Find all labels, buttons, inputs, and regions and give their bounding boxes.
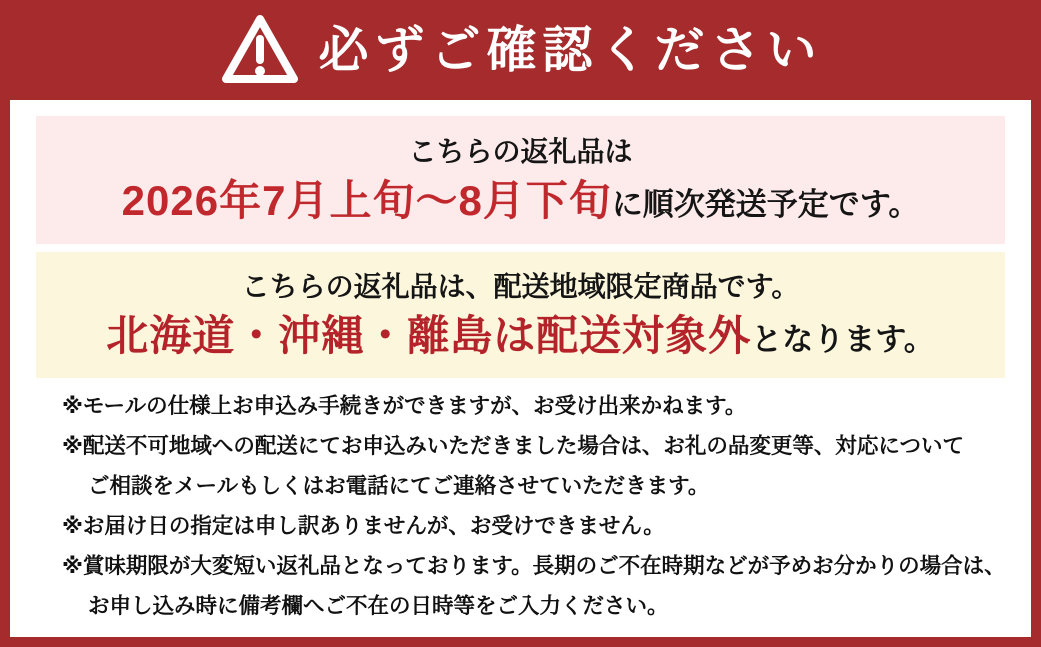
header bbox=[0, 0, 1041, 100]
note-line: ※モールの仕様上お申込み手続きができますが、お受け出来かねます。 bbox=[62, 394, 747, 418]
shipping-period-highlight: 2026年7月上旬～8月下旬 bbox=[121, 177, 612, 224]
shipping-schedule-notice bbox=[36, 116, 1005, 244]
warning-triangle-icon bbox=[219, 12, 301, 88]
shipping-notice-intro: こちらの返礼品は bbox=[408, 136, 633, 167]
note-line: ※お届け日の指定は申し訳ありませんが、お受けできません。 bbox=[62, 514, 665, 538]
notes-list bbox=[62, 386, 1006, 626]
note-line: ※配送不可地域への配送にてお申込みいただきました場合は、お礼の品変更等、対応について bbox=[62, 434, 964, 458]
delivery-region-notice bbox=[36, 252, 1005, 378]
shipping-notice-suffix: に順次発送予定です。 bbox=[611, 187, 920, 222]
note-line-continuation: ご相談をメールもしくはお電話にてご連絡させていただきます。 bbox=[88, 474, 710, 498]
region-notice-intro: こちらの返礼品は、配送地域限定商品です。 bbox=[241, 271, 800, 302]
note-line-continuation: お申し込み時に備考欄へご不在の日時等をご入力ください。 bbox=[88, 594, 669, 618]
excluded-regions-highlight: 北海道・沖縄・離島は配送対象外 bbox=[106, 312, 752, 359]
page-title: 必ずご確認ください bbox=[318, 22, 823, 78]
shipping-notice-main bbox=[121, 177, 920, 224]
note-line: ※賞味期限が大変短い返礼品となっております。長期のご不在時期などが予めお分かりの場合は、 bbox=[62, 554, 1006, 578]
content-panel bbox=[10, 100, 1031, 637]
region-notice-suffix: となります。 bbox=[751, 322, 935, 357]
region-notice-main bbox=[106, 312, 935, 359]
